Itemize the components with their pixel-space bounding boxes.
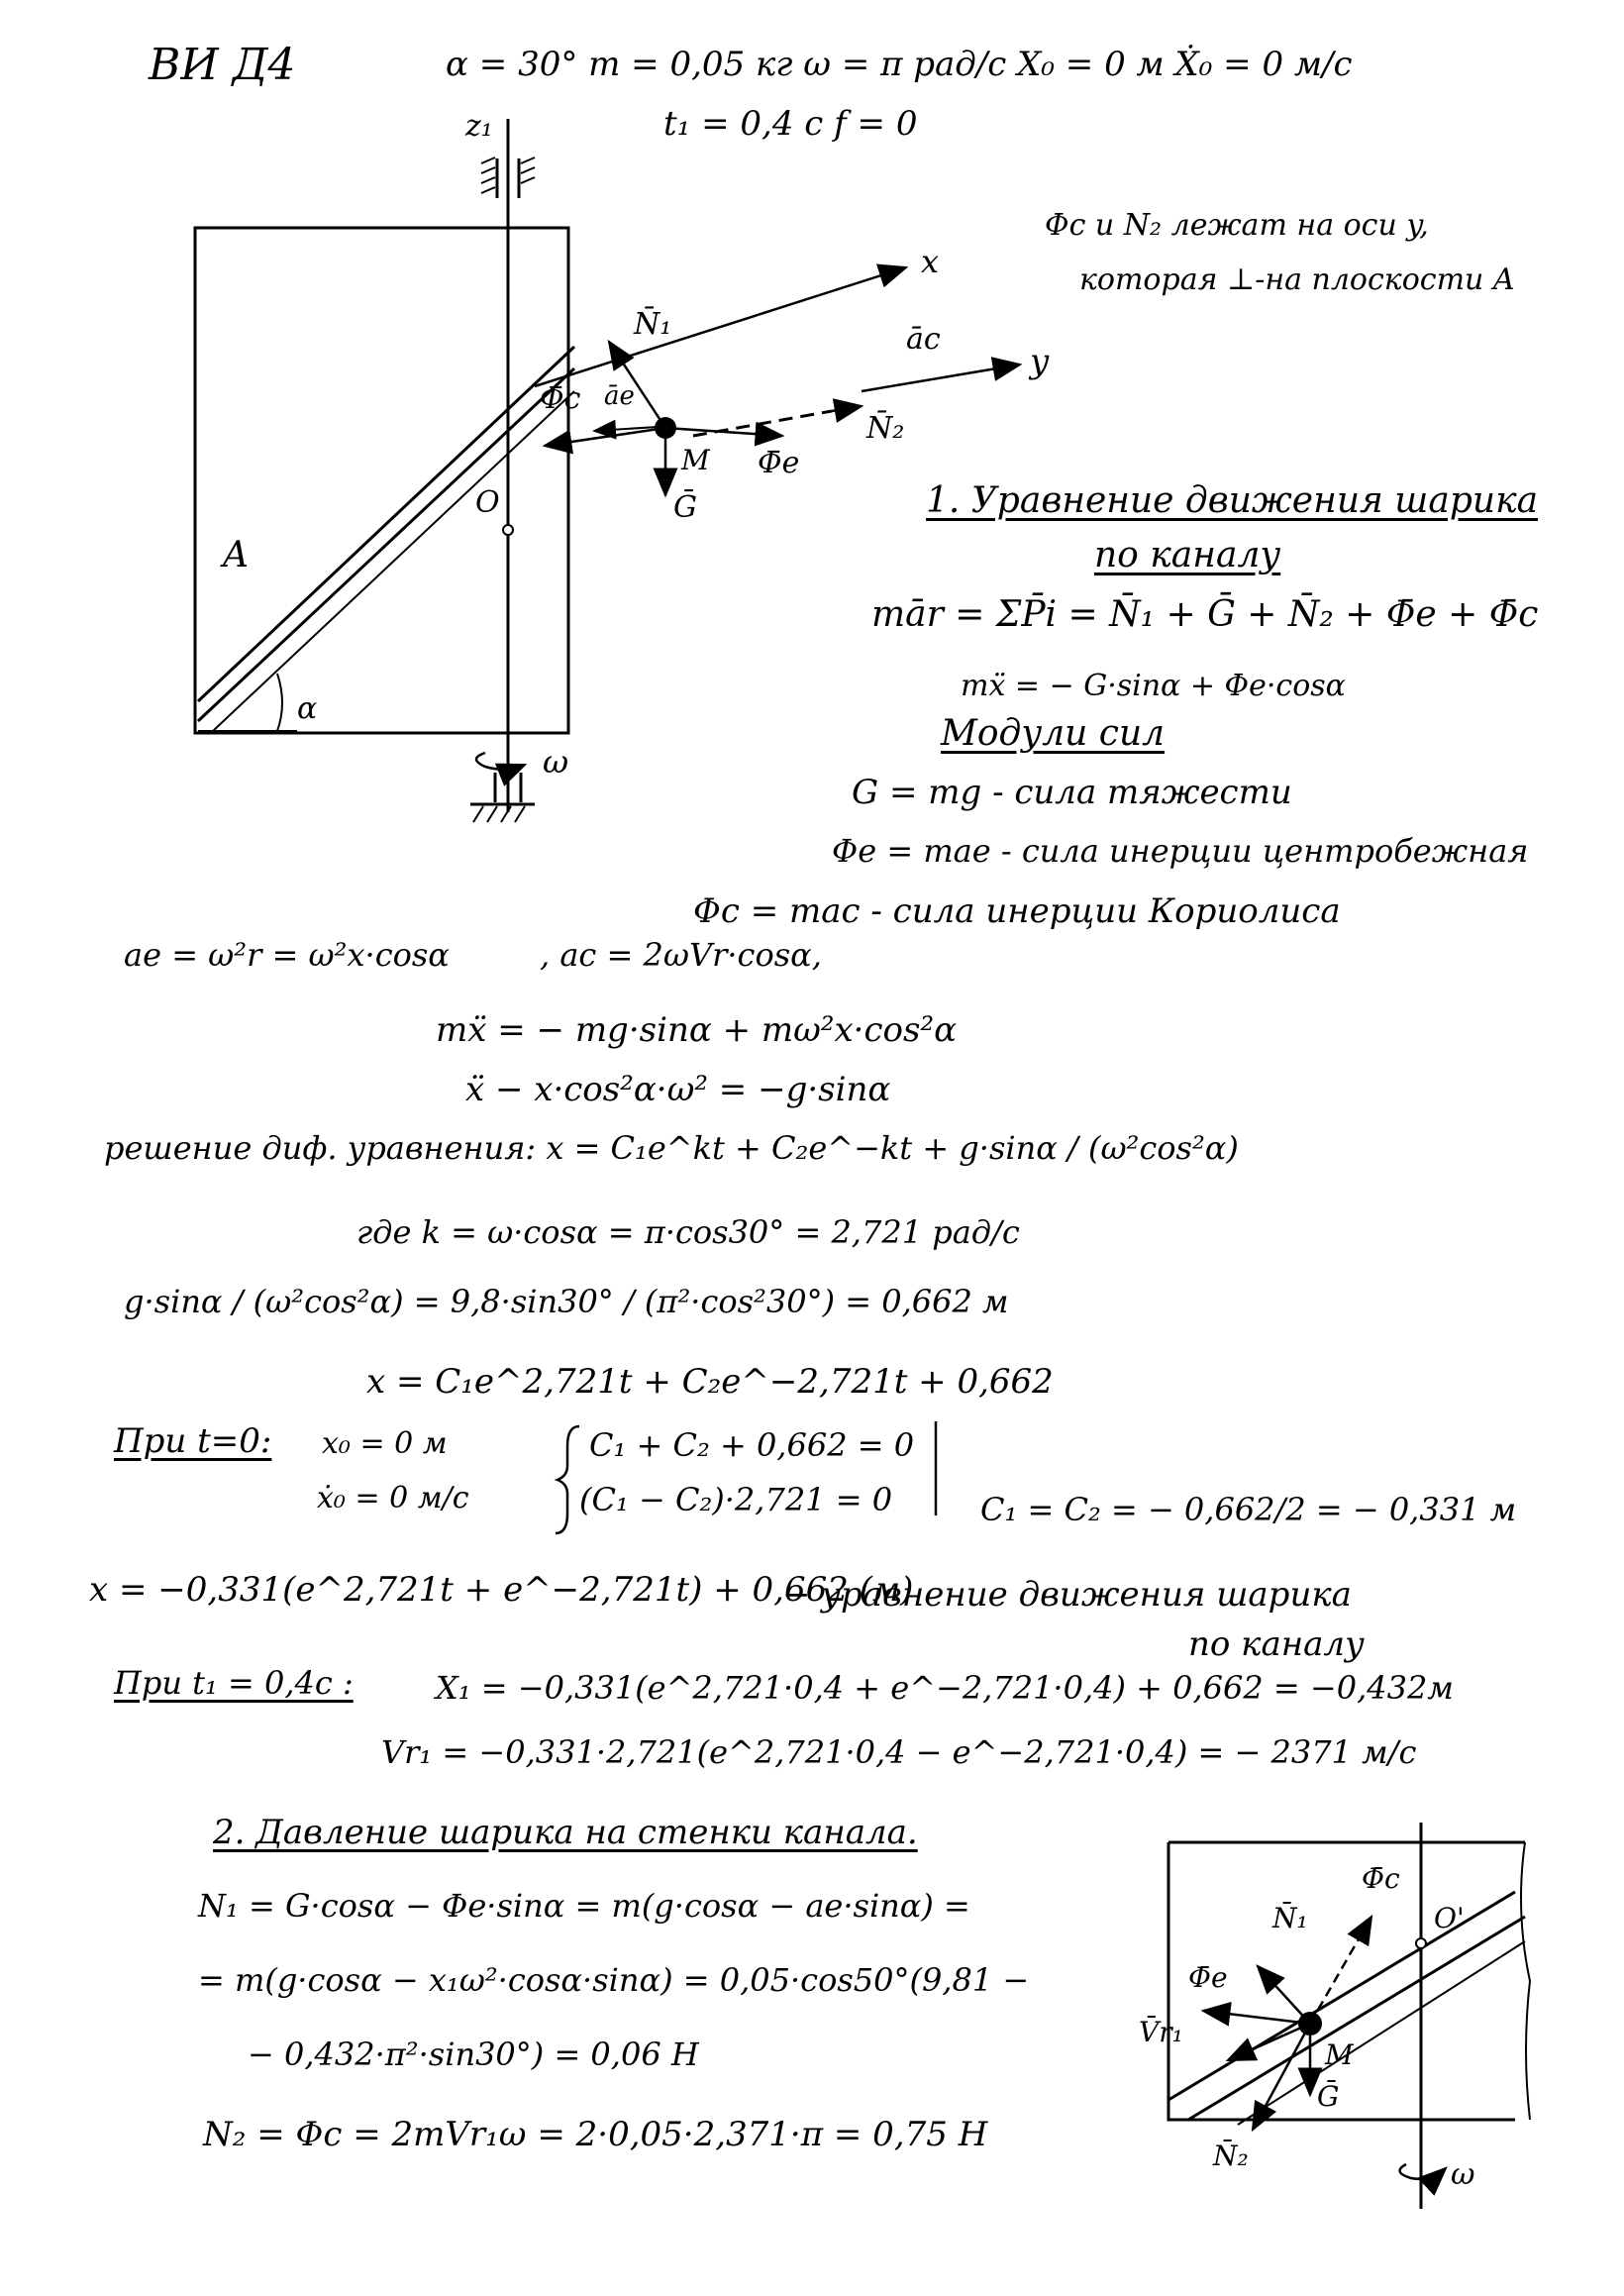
section-2-title: 2. Давление шарика на стенки канала. bbox=[213, 1813, 918, 1852]
label-ac: āc bbox=[906, 322, 941, 357]
label-z: z₁ bbox=[465, 109, 493, 144]
gravity-def: G = mg - сила тяжести bbox=[852, 773, 1292, 812]
section-1-title-2: по каналу bbox=[1094, 535, 1281, 575]
x-final-label: − уравнение движения шарика bbox=[782, 1575, 1352, 1615]
fig2-label-m: M bbox=[1325, 2038, 1354, 2071]
equation-projection: mẍ = − G·sinα + Φe·cosα bbox=[961, 669, 1346, 703]
ac-formula: , ac = 2ωVr·cosα, bbox=[540, 936, 822, 974]
initial-conditions-label: При t=0: bbox=[114, 1421, 272, 1461]
equation-3: mẍ = − mg·sinα + mω²x·cos²α bbox=[436, 1010, 958, 1050]
system-eq-2: (C₁ − C₂)·2,721 = 0 bbox=[579, 1481, 893, 1518]
ode-solution: решение диф. уравнения: x = C₁e^kt + C₂e^−kt + g·sinα / (ω²cos²α) bbox=[104, 1129, 1239, 1167]
parameters-line-1: α = 30° m = 0,05 кг ω = π рад/с X₀ = 0 м Ẋ₀ = 0 м/с bbox=[446, 45, 1353, 84]
label-g: Ḡ bbox=[673, 490, 697, 525]
x1-value: X₁ = −0,331(e^2,721·0,4 + e^−2,721·0,4) + 0,662 = −0,432м bbox=[436, 1669, 1454, 1707]
label-x: x bbox=[921, 243, 940, 280]
fig2-label-g: Ḡ bbox=[1317, 2080, 1340, 2113]
label-y: y bbox=[1030, 342, 1050, 381]
fig2-label-phic: Φ̄c bbox=[1362, 1862, 1400, 1895]
x0: x₀ = 0 м bbox=[322, 1426, 448, 1461]
fig2-label-n1: N̄₁ bbox=[1272, 1902, 1308, 1934]
n1-eq-c: − 0,432·π²·sin30°) = 0,06 H bbox=[248, 2035, 699, 2073]
x-general: x = C₁e^2,721t + C₂e^−2,721t + 0,662 bbox=[366, 1362, 1054, 1402]
variant-label: ВИ Д4 bbox=[149, 40, 296, 90]
label-alpha: α bbox=[297, 691, 318, 726]
fig2-label-vr: V̄r₁ bbox=[1139, 2016, 1183, 2048]
label-n2: N̄₂ bbox=[866, 411, 905, 446]
t1-label: При t₁ = 0,4с : bbox=[114, 1664, 354, 1702]
equation-4: ẍ − x·cos²α·ω² = −g·sinα bbox=[465, 1070, 891, 1109]
label-omega: ω bbox=[543, 743, 569, 781]
label-o: O bbox=[475, 485, 500, 520]
label-a: A bbox=[223, 535, 249, 575]
parameters-line-2: t₁ = 0,4 с f = 0 bbox=[663, 104, 918, 144]
constants: C₁ = C₂ = − 0,662/2 = − 0,331 м bbox=[980, 1491, 1517, 1528]
k-value: где k = ω·cosα = π·cos30° = 2,721 рад/с bbox=[356, 1213, 1020, 1251]
fig2-label-n2: N̄₂ bbox=[1213, 2139, 1249, 2172]
equation-newton: mār = ΣP̄i = N̄₁ + Ḡ + N̄₂ + Φ̄e + Φ̄c bbox=[871, 594, 1539, 635]
note-line-2: которая ⊥-на плоскости A bbox=[1079, 262, 1515, 297]
n1-eq-b: = m(g·cosα − x₁ω²·cosα·sinα) = 0,05·cos50°(9,81 − bbox=[198, 1961, 1030, 1999]
particular-solution: g·sinα / (ω²cos²α) = 9,8·sin30° / (π²·cos²30°) = 0,662 м bbox=[124, 1283, 1009, 1320]
section-1-title: 1. Уравнение движения шарика bbox=[926, 480, 1539, 521]
centrifugal-def: Φe = mae - сила инерции центробежная bbox=[832, 832, 1529, 870]
x-final: x = −0,331(e^2,721t + e^−2,721t) + 0,662 (м) bbox=[89, 1570, 914, 1610]
coriolis-def: Φc = mac - сила инерции Кориолиса bbox=[693, 891, 1341, 931]
fig2-label-omega: ω bbox=[1451, 2157, 1475, 2192]
fig2-label-phie: Φ̄e bbox=[1188, 1961, 1228, 1994]
xdot0: ẋ₀ = 0 м/с bbox=[317, 1481, 469, 1515]
label-ae: āe bbox=[604, 381, 635, 411]
vr1-value: Vr₁ = −0,331·2,721(e^2,721·0,4 − e^−2,721·0,4) = − 2371 м/с bbox=[381, 1733, 1417, 1771]
ae-formula: ae = ω²r = ω²x·cosα bbox=[124, 936, 450, 974]
note-line-1: Φc и N₂ лежат на оси y, bbox=[1045, 208, 1429, 243]
label-m: M bbox=[681, 444, 710, 476]
x-final-label-2: по каналу bbox=[1188, 1624, 1365, 1664]
moduli-heading: Модули сил bbox=[941, 713, 1166, 754]
label-phie: Φ̄e bbox=[758, 446, 800, 480]
system-eq-1: C₁ + C₂ + 0,662 = 0 bbox=[589, 1426, 915, 1464]
fig2-label-o: O' bbox=[1434, 1902, 1465, 1934]
label-n1: N̄₁ bbox=[634, 307, 672, 342]
n2-eq: N₂ = Φc = 2mVr₁ω = 2·0,05·2,371·π = 0,75 H bbox=[203, 2115, 988, 2154]
n1-eq-a: N₁ = G·cosα − Φe·sinα = m(g·cosα − ae·sinα) = bbox=[198, 1887, 970, 1925]
label-phic: Φ̄c bbox=[540, 381, 581, 416]
